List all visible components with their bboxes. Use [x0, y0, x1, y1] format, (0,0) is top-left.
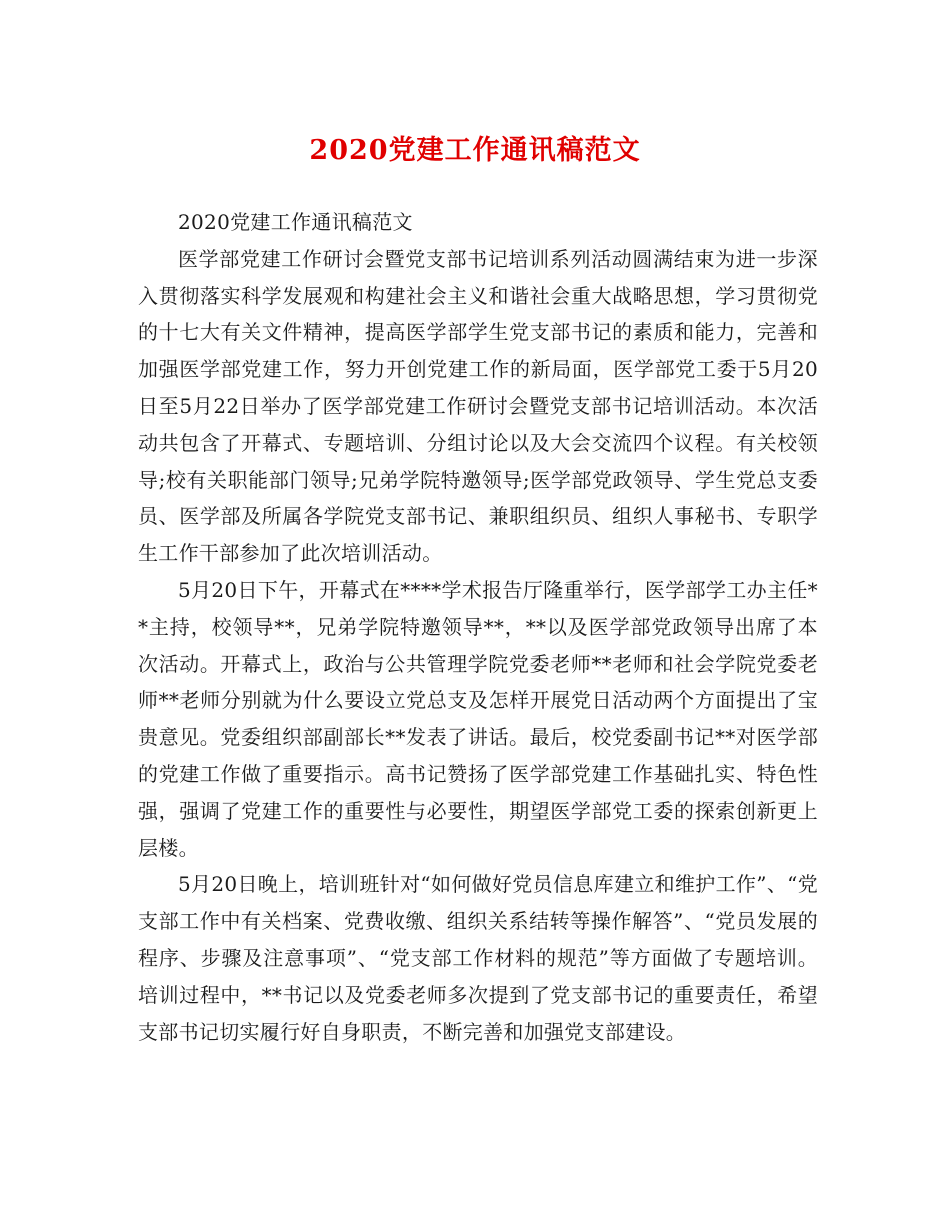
- paragraph-intro: 医学部党建工作研讨会暨党支部书记培训系列活动圆满结束为进一步深入贯彻落实科学发展观和构建社会主义和谐社会重大战略思想，学习贯彻党的十七大有关文件精神，提高医学部学生党支部书记的素质和能力，完善和加强医学部党建工作，努力开创党建工作的新局面，医学部党工委于5月20日至5月22日举办了医学部党建工作研讨会暨党支部书记培训活动。本次活动共包含了开幕式、专题培训、分组讨论以及大会交流四个议程。有关校领导;校有关职能部门领导;兄弟学院特邀领导;医学部党政领导、学生党总支委员、医学部及所属各学院党支部书记、兼职组织员、组织人事秘书、专职学生工作干部参加了此次培训活动。: [138, 246, 818, 566]
- document-title: 2020党建工作通讯稿范文: [309, 135, 641, 166]
- paragraph-training: 5月20日晚上，培训班针对“如何做好党员信息库建立和维护工作”、“党支部工作中有关档案、党费收缴、组织关系结转等操作解答”、“党员发展的程序、步骤及注意事项”、“党支部工作材料的规范”等方面做了专题培训。培训过程中，**书记以及党委老师多次提到了党支部书记的重要责任，希望支部书记切实履行好自身职责，不断完善和加强党支部建设。: [138, 872, 818, 1044]
- document-body: [138, 204, 818, 1050]
- paragraph-opening-ceremony: 5月20日下午，开幕式在****学术报告厅隆重举行，医学部学工办主任**主持，校领导**，兄弟学院特邀领导**，**以及医学部党政领导出席了本次活动。开幕式上，政治与公共管理学院党委老师**老师和社会学院党委老师**老师分别就为什么要设立党总支及怎样开展党日活动两个方面提出了宝贵意见。党委组织部副部长**发表了讲话。最后，校党委副书记**对医学部的党建工作做了重要指示。高书记赞扬了医学部党建工作基础扎实、特色性强，强调了党建工作的重要性与必要性，期望医学部党工委的探索创新更上层楼。: [138, 577, 818, 860]
- paragraph-subtitle: 2020党建工作通讯稿范文: [178, 210, 413, 234]
